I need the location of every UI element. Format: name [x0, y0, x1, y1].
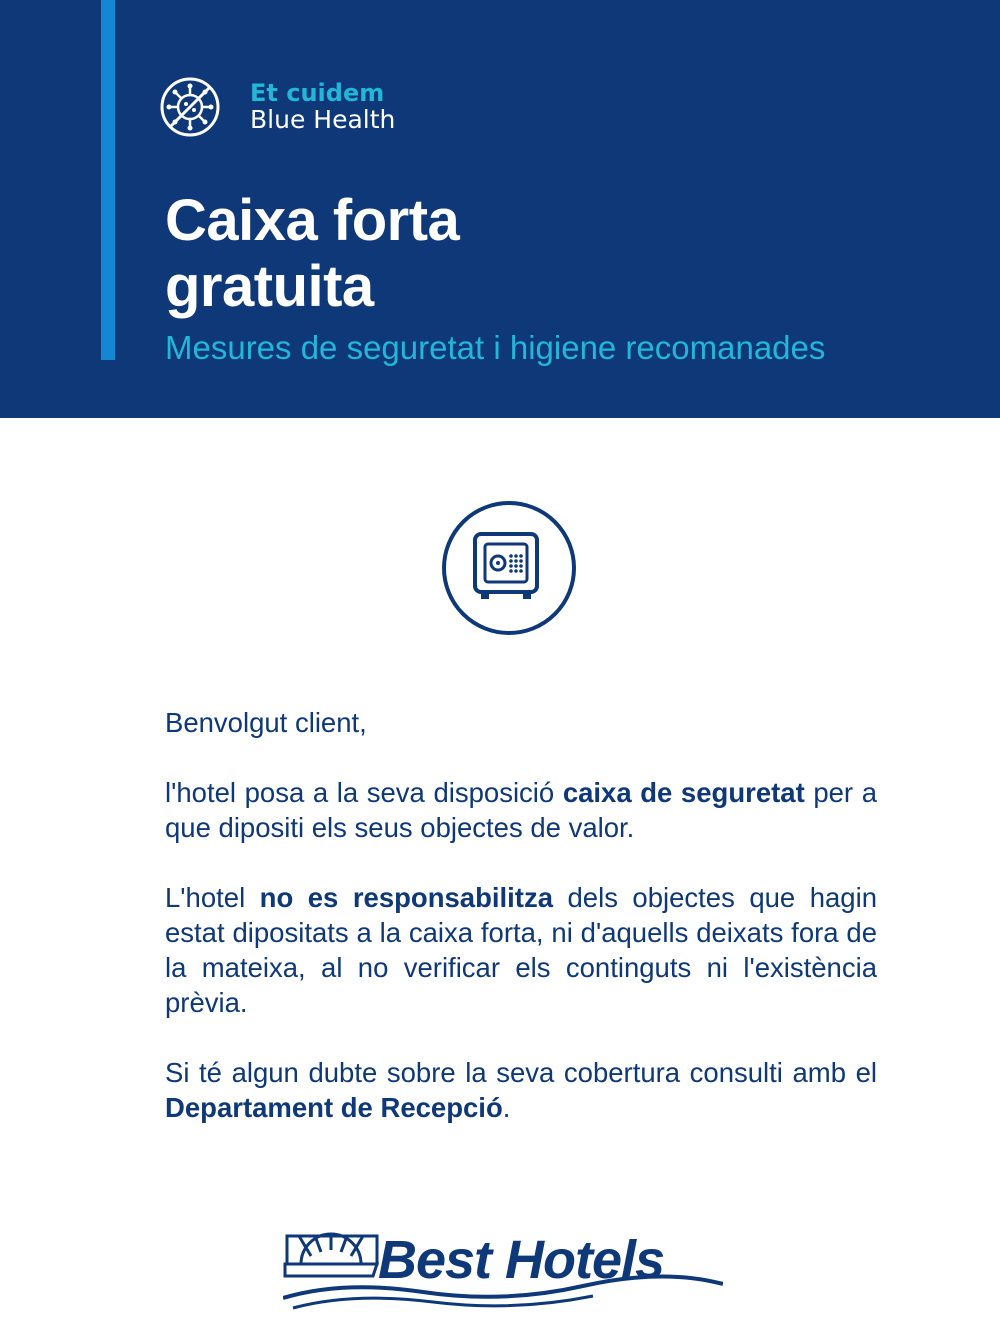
- brand-tagline: Et cuidem: [250, 79, 385, 107]
- p3-text-after: .: [502, 1092, 511, 1123]
- p2-text-after: dels objectes que hagin estat dipositats a la caixa forta, ni d'aquells deixats fora de la mateixa, al no verificar els continguts ni l'existència prèvia.: [165, 882, 877, 1018]
- paragraph-contact: [165, 1055, 877, 1125]
- p1-text-before: l'hotel posa a la seva disposició: [165, 777, 563, 808]
- title-line-2: gratuita: [165, 254, 374, 319]
- paragraph-safe-available: [165, 775, 877, 845]
- header-banner: [0, 0, 1000, 418]
- paragraph-liability: [165, 880, 877, 1020]
- p3-bold: Departament de Recepció: [165, 1092, 503, 1123]
- p1-bold: caixa de seguretat: [562, 777, 805, 808]
- brand-name: Blue Health: [250, 105, 396, 134]
- virus-shield-icon: [159, 76, 221, 138]
- footer-logo-text: Best Hotels: [378, 1230, 665, 1290]
- accent-bar: [101, 0, 115, 360]
- safe-icon: [441, 500, 577, 636]
- p1-text-after: per a que dipositi els seus objectes de valor.: [165, 777, 877, 843]
- page-subtitle: Mesures de seguretat i higiene recomanades: [165, 329, 826, 366]
- p2-bold: no es responsabilitza: [259, 882, 554, 913]
- p2-text-before: L'hotel: [165, 882, 260, 913]
- title-line-1: Caixa forta: [165, 188, 460, 253]
- page-title: [165, 188, 459, 320]
- greeting: Benvolgut client,: [165, 707, 367, 738]
- p3-text-before: Si té algun dubte sobre la seva cobertura consulti amb el: [165, 1057, 877, 1088]
- notice-body: [165, 705, 877, 1160]
